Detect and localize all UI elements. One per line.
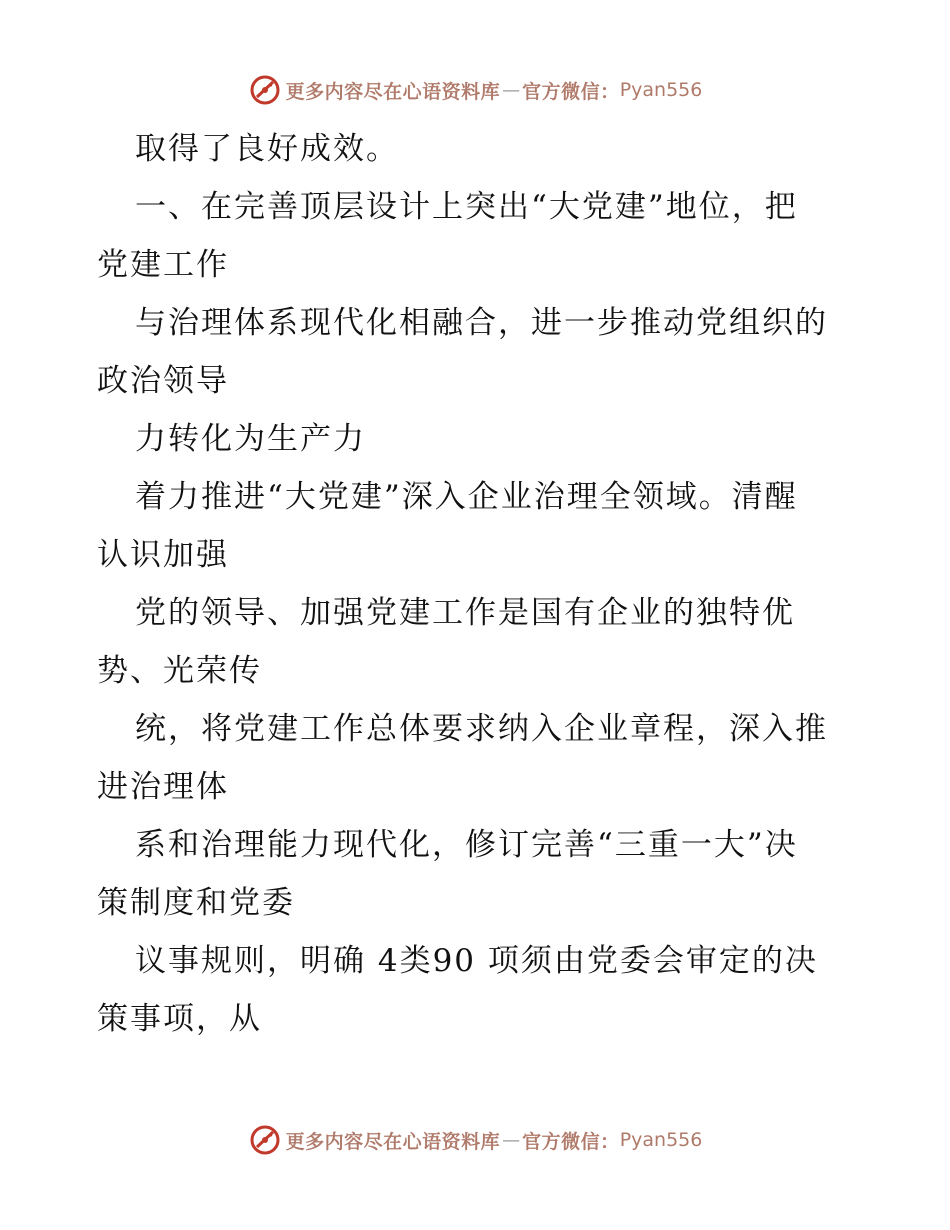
banner-label: 官方微信： [522, 80, 620, 103]
text-line: 一、在完善顶层设计上突出“大党建”地位，把 [135, 189, 798, 225]
text-line: 策制度和党委 [97, 885, 295, 921]
banner-account: Pyan556 [619, 1129, 703, 1151]
text-line: 党建工作 [97, 247, 229, 283]
text-line: 势、光荣传 [97, 653, 262, 689]
footer-watermark-banner [0, 1120, 950, 1160]
banner-label: 官方微信： [522, 1130, 620, 1153]
banner-site-text: 更多内容尽在心语资料库 [285, 80, 501, 103]
text-line: 策事项，从 [97, 1001, 262, 1037]
text-line: 党的领导、加强党建工作是国有企业的独特优 [135, 595, 795, 631]
text-line: 力转化为生产力 [135, 421, 366, 457]
text-line: 取得了良好成效。 [135, 131, 399, 167]
document-body [97, 120, 857, 1048]
header-watermark-banner [0, 70, 950, 110]
text-line: 着力推进“大党建”深入企业治理全领域。清醒 [135, 479, 798, 515]
text-line: 与治理体系现代化相融合，进一步推动党组织的 [135, 305, 828, 341]
brand-logo-icon [248, 1123, 282, 1157]
brand-logo-icon [248, 73, 282, 107]
text-line: 统，将党建工作总体要求纳入企业章程，深入推 [135, 711, 828, 747]
text-line: 议事规则，明确 4类90 项须由党委会审定的决 [135, 943, 818, 979]
banner-separator: — [502, 1129, 521, 1151]
text-line: 政治领导 [97, 363, 229, 399]
text-line: 认识加强 [97, 537, 229, 573]
banner-account: Pyan556 [619, 79, 703, 101]
text-line: 进治理体 [97, 769, 229, 805]
text-line: 系和治理能力现代化，修订完善“三重一大”决 [135, 827, 798, 863]
banner-site-text: 更多内容尽在心语资料库 [285, 1130, 501, 1153]
banner-separator: — [502, 79, 521, 101]
